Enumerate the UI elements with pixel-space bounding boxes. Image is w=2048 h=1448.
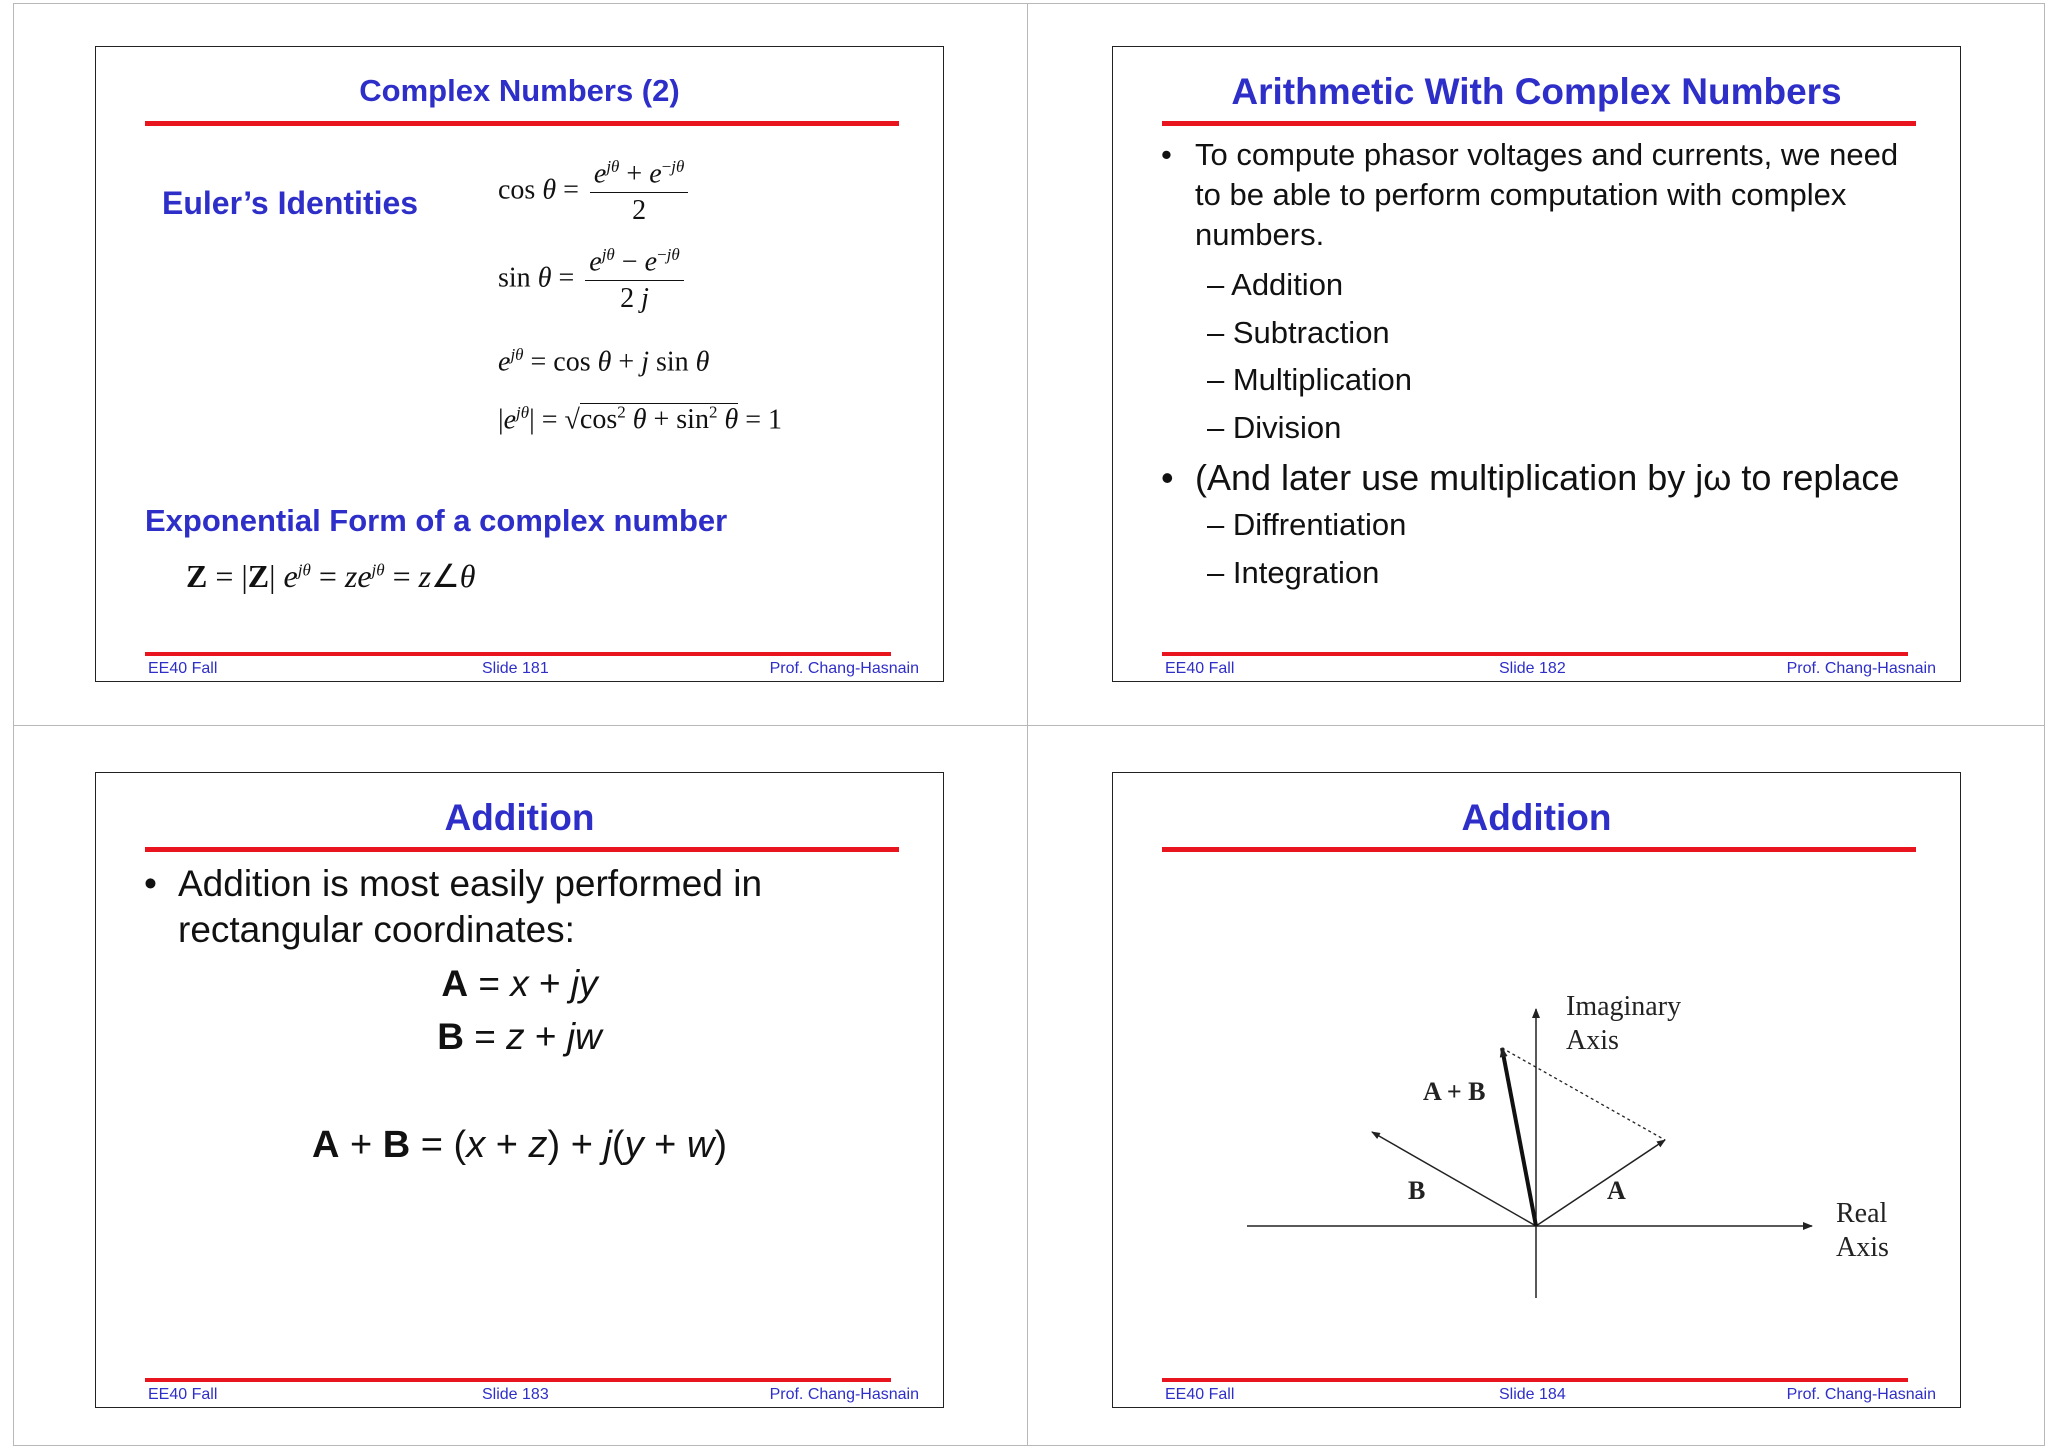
footer-slide-number: Slide 184 bbox=[1499, 1386, 1566, 1403]
b-label: B bbox=[1408, 1176, 1426, 1205]
sub-item-multiplication: – Multiplication bbox=[1207, 362, 1413, 397]
bullet-item: • To compute phasor voltages and currents, we need to be able to perform computation with complex numbers. bbox=[1161, 135, 1931, 255]
sub-item-integration: – Integration bbox=[1207, 555, 1380, 590]
footer-author: Prof. Chang-Hasnain bbox=[1786, 660, 1936, 677]
vector-b bbox=[1372, 1132, 1536, 1226]
equation-exponential-form: Z = |Z| $e^{j\theta} = ze^{j\theta}$ = z∠θ bbox=[186, 558, 476, 594]
footer-course: EE40 Fall bbox=[148, 1386, 218, 1403]
sub-item-differentiation: – Diffrentiation bbox=[1207, 507, 1407, 542]
sin-fraction: $\frac{e^{j\theta} - e^{-j\theta}}{2 j}$ bbox=[585, 245, 683, 315]
sin-lhs: sin θ = bbox=[498, 262, 575, 294]
equation-sin bbox=[498, 245, 684, 315]
sub-item-subtraction: – Subtraction bbox=[1207, 314, 1390, 350]
footer-slide-number: Slide 181 bbox=[482, 660, 549, 677]
horizontal-divider bbox=[13, 725, 2045, 726]
slide-title: Complex Numbers (2) bbox=[359, 73, 680, 108]
imaginary-axis-label: Imaginary Axis bbox=[1566, 991, 1682, 1056]
footer-rule bbox=[145, 652, 891, 656]
footer-rule bbox=[1162, 652, 1908, 656]
slide-184 bbox=[1112, 772, 1961, 1408]
real-axis-label: Real Axis bbox=[1836, 1198, 1889, 1263]
bullet-list bbox=[144, 861, 844, 953]
vector-a-plus-b bbox=[1502, 1048, 1536, 1226]
bullet-list bbox=[1161, 135, 1931, 597]
footer-rule bbox=[145, 1378, 891, 1382]
equation-cos bbox=[498, 157, 688, 227]
vector-a bbox=[1536, 1140, 1665, 1226]
footer-rule bbox=[1162, 1378, 1908, 1382]
equation-a: A = x + jy bbox=[441, 963, 598, 1004]
footer-author: Prof. Chang-Hasnain bbox=[769, 1386, 919, 1403]
footer-slide-number: Slide 182 bbox=[1499, 660, 1566, 677]
cos-fraction: $\frac{e^{j\theta} + e^{-j\theta}}{2}$ bbox=[590, 157, 688, 227]
equation-sum: A + B = (x + z) + j(y + w) bbox=[312, 1124, 727, 1166]
footer-slide-number: Slide 183 bbox=[482, 1386, 549, 1403]
footer-author: Prof. Chang-Hasnain bbox=[769, 660, 919, 677]
slide-title: Addition bbox=[444, 797, 595, 838]
slide-title: Addition bbox=[1461, 797, 1612, 838]
bullet-item: • (And later use multiplication by jω to replace bbox=[1161, 455, 1931, 501]
equation-euler: $e^{j\theta} = \cos \theta + j$ sin θ bbox=[498, 345, 710, 378]
operation-list bbox=[1161, 261, 1931, 451]
sub-item-division: – Division bbox=[1207, 409, 1342, 445]
equation-b: B = z + jw bbox=[437, 1016, 602, 1057]
a-label: A bbox=[1607, 1176, 1626, 1205]
footer-course: EE40 Fall bbox=[148, 660, 218, 677]
title-rule bbox=[1162, 121, 1916, 126]
slide-title: Arithmetic With Complex Numbers bbox=[1231, 71, 1842, 112]
title-rule bbox=[145, 121, 899, 126]
footer-course: EE40 Fall bbox=[1165, 660, 1235, 677]
exponential-form-label: Exponential Form of a complex number bbox=[145, 503, 728, 538]
cos-lhs: cos θ = bbox=[498, 174, 579, 206]
calculus-list bbox=[1161, 501, 1931, 597]
footer-course: EE40 Fall bbox=[1165, 1386, 1235, 1403]
footer-author: Prof. Chang-Hasnain bbox=[1786, 1386, 1936, 1403]
euler-identities-label: Euler’s Identities bbox=[162, 185, 419, 221]
sub-item-addition: – Addition bbox=[1207, 267, 1344, 302]
a-plus-b-label: A + B bbox=[1423, 1077, 1486, 1106]
bullet-item: • Addition is most easily performed in rectangular coordinates: bbox=[144, 861, 844, 953]
parallelogram-dashed-edge bbox=[1502, 1048, 1665, 1140]
slide-181 bbox=[95, 46, 944, 682]
vector-addition-diagram bbox=[1113, 773, 1962, 1409]
slide-182 bbox=[1112, 46, 1961, 682]
slide-183 bbox=[95, 772, 944, 1408]
equation-magnitude: $|e^{j\theta}| = √\cos^2$ $\theta + \sin^2 \theta = 1$ bbox=[498, 403, 783, 436]
title-rule bbox=[145, 847, 899, 852]
